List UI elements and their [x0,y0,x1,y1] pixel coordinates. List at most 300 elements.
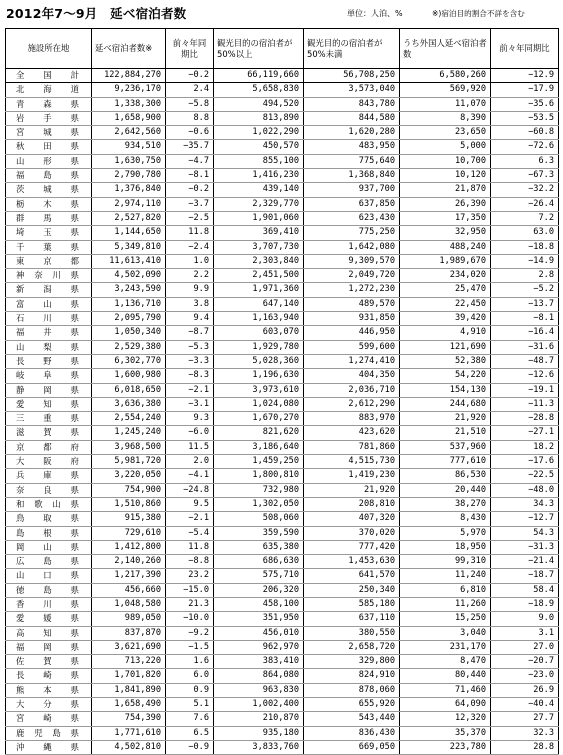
change-total-cell: −5.3 [166,340,214,354]
foreign-stays-cell: 6,810 [400,583,491,597]
header-change-total: 前々年同期比 [166,29,214,69]
table-row [6,197,559,211]
prefecture-cell: 全 国 計 [6,69,92,83]
change-total-cell: −1.5 [166,640,214,654]
tourism-over-50-cell: 359,590 [214,526,304,540]
foreign-stays-cell: 22,450 [400,297,491,311]
table-row [6,183,559,197]
tourism-under-50-cell: 543,440 [304,712,400,726]
foreign-stays-cell: 18,950 [400,540,491,554]
table-row [6,283,559,297]
foreign-stays-cell: 20,440 [400,483,491,497]
tourism-over-50-cell: 821,620 [214,426,304,440]
total-stays-cell: 2,095,790 [92,312,166,326]
tourism-over-50-cell: 732,980 [214,483,304,497]
change-foreign-cell: −40.4 [491,698,559,712]
change-total-cell: −2.1 [166,512,214,526]
foreign-stays-cell: 3,040 [400,626,491,640]
foreign-stays-cell: 5,000 [400,140,491,154]
tourism-over-50-cell: 1,800,810 [214,469,304,483]
change-foreign-cell: 63.0 [491,226,559,240]
total-stays-cell: 1,658,490 [92,698,166,712]
tourism-over-50-cell: 1,929,780 [214,340,304,354]
foreign-stays-cell: 8,390 [400,111,491,125]
table-body [6,69,559,755]
prefecture-cell: 香 川 県 [6,597,92,611]
total-stays-cell: 122,884,270 [92,69,166,83]
change-foreign-cell: −5.2 [491,283,559,297]
prefecture-cell: 富 山 県 [6,297,92,311]
foreign-stays-cell: 8,430 [400,512,491,526]
change-foreign-cell: −23.0 [491,669,559,683]
change-total-cell: −35.7 [166,140,214,154]
header-total-stays: 延べ宿泊者数※ [92,29,166,69]
change-total-cell: −8.1 [166,169,214,183]
tourism-under-50-cell: 1,368,840 [304,169,400,183]
tourism-under-50-cell: 370,020 [304,526,400,540]
change-foreign-cell: −53.5 [491,111,559,125]
prefecture-cell: 山 梨 県 [6,340,92,354]
change-foreign-cell: −19.1 [491,383,559,397]
tourism-over-50-cell: 1,416,230 [214,169,304,183]
tourism-under-50-cell: 3,573,040 [304,83,400,97]
tourism-over-50-cell: 3,186,640 [214,440,304,454]
change-total-cell: 1.0 [166,254,214,268]
tourism-under-50-cell: 407,320 [304,512,400,526]
change-total-cell: 8.8 [166,111,214,125]
change-foreign-cell: 28.8 [491,740,559,754]
total-stays-cell: 2,527,820 [92,211,166,225]
prefecture-cell: 滋 賀 県 [6,426,92,440]
tourism-over-50-cell: 5,028,360 [214,354,304,368]
change-foreign-cell: 18.2 [491,440,559,454]
prefecture-cell: 神奈川県 [6,269,92,283]
tourism-over-50-cell: 575,710 [214,569,304,583]
change-foreign-cell: −8.1 [491,312,559,326]
foreign-stays-cell: 71,460 [400,683,491,697]
table-row [6,597,559,611]
foreign-stays-cell: 21,920 [400,412,491,426]
change-total-cell: −24.8 [166,483,214,497]
tourism-over-50-cell: 1,022,290 [214,126,304,140]
total-stays-cell: 456,660 [92,583,166,597]
change-total-cell: −5.8 [166,97,214,111]
tourism-under-50-cell: 208,810 [304,497,400,511]
change-foreign-cell: −17.6 [491,455,559,469]
prefecture-cell: 埼 玉 県 [6,226,92,240]
change-total-cell: −2.4 [166,240,214,254]
change-foreign-cell: −14.9 [491,254,559,268]
total-stays-cell: 3,621,690 [92,640,166,654]
table-row [6,412,559,426]
table-row [6,354,559,368]
tourism-under-50-cell: 2,612,290 [304,397,400,411]
change-foreign-cell: 34.3 [491,497,559,511]
table-row [6,240,559,254]
change-total-cell: −0.6 [166,126,214,140]
tourism-over-50-cell: 1,459,250 [214,455,304,469]
table-row [6,683,559,697]
tourism-under-50-cell: 641,570 [304,569,400,583]
table-row [6,555,559,569]
change-total-cell: −0.2 [166,183,214,197]
change-total-cell: −6.0 [166,426,214,440]
total-stays-cell: 837,870 [92,626,166,640]
tourism-under-50-cell: 2,658,720 [304,640,400,654]
change-foreign-cell: −12.7 [491,512,559,526]
foreign-stays-cell: 537,960 [400,440,491,454]
tourism-over-50-cell: 635,380 [214,540,304,554]
total-stays-cell: 2,529,380 [92,340,166,354]
table-row [6,469,559,483]
table-row [6,440,559,454]
tourism-under-50-cell: 329,800 [304,655,400,669]
table-row [6,269,559,283]
prefecture-cell: 岐 阜 県 [6,369,92,383]
total-stays-cell: 915,380 [92,512,166,526]
change-total-cell: 9.4 [166,312,214,326]
unit-label: 単位：人泊、% [347,9,403,18]
change-foreign-cell: 7.2 [491,211,559,225]
tourism-under-50-cell: 669,050 [304,740,400,754]
table-row [6,340,559,354]
tourism-over-50-cell: 494,520 [214,97,304,111]
tourism-under-50-cell: 250,340 [304,583,400,597]
foreign-stays-cell: 38,270 [400,497,491,511]
total-stays-cell: 1,841,890 [92,683,166,697]
prefecture-cell: 佐 賀 県 [6,655,92,669]
total-stays-cell: 1,658,900 [92,111,166,125]
prefecture-cell: 鳥 取 県 [6,512,92,526]
header-tourism-over-50: 観光目的の宿泊者が50%以上 [214,29,304,69]
prefecture-cell: 山 口 県 [6,569,92,583]
foreign-stays-cell: 488,240 [400,240,491,254]
tourism-over-50-cell: 813,890 [214,111,304,125]
tourism-under-50-cell: 4,515,730 [304,455,400,469]
change-foreign-cell: −12.6 [491,369,559,383]
tourism-over-50-cell: 1,196,630 [214,369,304,383]
tourism-over-50-cell: 5,658,830 [214,83,304,97]
prefecture-cell: 広 島 県 [6,555,92,569]
foreign-stays-cell: 15,250 [400,612,491,626]
tourism-over-50-cell: 1,670,270 [214,412,304,426]
tourism-over-50-cell: 351,950 [214,612,304,626]
table-row [6,583,559,597]
change-total-cell: 1.6 [166,655,214,669]
tourism-under-50-cell: 843,780 [304,97,400,111]
foreign-stays-cell: 32,950 [400,226,491,240]
prefecture-cell: 長 野 県 [6,354,92,368]
total-stays-cell: 1,048,580 [92,597,166,611]
change-total-cell: 6.0 [166,669,214,683]
table-row [6,726,559,740]
tourism-under-50-cell: 844,580 [304,111,400,125]
foreign-stays-cell: 17,350 [400,211,491,225]
total-stays-cell: 4,502,090 [92,269,166,283]
foreign-stays-cell: 234,020 [400,269,491,283]
change-total-cell: −8.7 [166,326,214,340]
total-stays-cell: 2,790,780 [92,169,166,183]
prefecture-cell: 京 都 府 [6,440,92,454]
tourism-under-50-cell: 599,600 [304,340,400,354]
tourism-under-50-cell: 9,309,570 [304,254,400,268]
prefecture-cell: 栃 木 県 [6,197,92,211]
table-row [6,512,559,526]
total-stays-cell: 3,968,500 [92,440,166,454]
table-row [6,712,559,726]
foreign-stays-cell: 1,989,670 [400,254,491,268]
tourism-over-50-cell: 963,830 [214,683,304,697]
change-foreign-cell: −17.9 [491,83,559,97]
tourism-under-50-cell: 878,060 [304,683,400,697]
foreign-stays-cell: 11,260 [400,597,491,611]
tourism-under-50-cell: 937,700 [304,183,400,197]
prefecture-cell: 大 阪 府 [6,455,92,469]
change-total-cell: −2.5 [166,211,214,225]
foreign-stays-cell: 10,700 [400,154,491,168]
prefecture-cell: 静 岡 県 [6,383,92,397]
total-stays-cell: 1,412,800 [92,540,166,554]
prefecture-cell: 島 根 県 [6,526,92,540]
table-row [6,426,559,440]
tourism-over-50-cell: 508,060 [214,512,304,526]
change-total-cell: 11.8 [166,540,214,554]
prefecture-cell: 石 川 県 [6,312,92,326]
total-stays-cell: 1,376,840 [92,183,166,197]
change-total-cell: −8.3 [166,369,214,383]
tourism-over-50-cell: 855,100 [214,154,304,168]
tourism-under-50-cell: 21,920 [304,483,400,497]
change-total-cell: −4.7 [166,154,214,168]
change-total-cell: 21.3 [166,597,214,611]
change-foreign-cell: 54.3 [491,526,559,540]
foreign-stays-cell: 569,920 [400,83,491,97]
foreign-stays-cell: 154,130 [400,383,491,397]
change-total-cell: 3.8 [166,297,214,311]
footnote-label: ※)宿泊目的割合不詳を含む [432,9,525,18]
prefecture-cell: 高 知 県 [6,626,92,640]
change-foreign-cell: −27.1 [491,426,559,440]
change-foreign-cell: 3.1 [491,626,559,640]
total-stays-cell: 6,302,770 [92,354,166,368]
prefecture-cell: 徳 島 県 [6,583,92,597]
total-stays-cell: 3,243,590 [92,283,166,297]
change-foreign-cell: 27.7 [491,712,559,726]
change-total-cell: −4.1 [166,469,214,483]
change-foreign-cell: −31.3 [491,540,559,554]
tourism-under-50-cell: 56,708,250 [304,69,400,83]
table-row [6,526,559,540]
table-row [6,297,559,311]
total-stays-cell: 934,510 [92,140,166,154]
tourism-under-50-cell: 637,850 [304,197,400,211]
prefecture-cell: 沖 縄 県 [6,740,92,754]
change-total-cell: 2.4 [166,83,214,97]
table-row [6,455,559,469]
change-foreign-cell: −26.4 [491,197,559,211]
total-stays-cell: 754,900 [92,483,166,497]
tourism-under-50-cell: 1,272,230 [304,283,400,297]
lodging-table [5,28,559,755]
tourism-over-50-cell: 647,140 [214,297,304,311]
table-row [6,326,559,340]
change-total-cell: 0.9 [166,683,214,697]
change-foreign-cell: −18.9 [491,597,559,611]
total-stays-cell: 5,349,810 [92,240,166,254]
change-foreign-cell: 6.3 [491,154,559,168]
tourism-over-50-cell: 210,870 [214,712,304,726]
total-stays-cell: 11,613,410 [92,254,166,268]
foreign-stays-cell: 21,870 [400,183,491,197]
foreign-stays-cell: 6,580,260 [400,69,491,83]
change-total-cell: 2.2 [166,269,214,283]
prefecture-cell: 茨 城 県 [6,183,92,197]
table-row [6,640,559,654]
tourism-over-50-cell: 2,329,770 [214,197,304,211]
foreign-stays-cell: 777,610 [400,455,491,469]
prefecture-cell: 熊 本 県 [6,683,92,697]
total-stays-cell: 1,050,340 [92,326,166,340]
prefecture-cell: 福 井 県 [6,326,92,340]
tourism-under-50-cell: 777,420 [304,540,400,554]
foreign-stays-cell: 52,380 [400,354,491,368]
total-stays-cell: 9,236,170 [92,83,166,97]
table-row [6,483,559,497]
tourism-under-50-cell: 1,620,280 [304,126,400,140]
total-stays-cell: 5,981,720 [92,455,166,469]
change-total-cell: 11.5 [166,440,214,454]
header-foreign-stays: うち外国人延べ宿泊者数 [400,29,491,69]
header-prefecture: 施設所在地 [6,29,92,69]
prefecture-cell: 和歌山県 [6,497,92,511]
foreign-stays-cell: 244,680 [400,397,491,411]
foreign-stays-cell: 11,240 [400,569,491,583]
tourism-over-50-cell: 1,302,050 [214,497,304,511]
change-total-cell: −2.1 [166,383,214,397]
table-row [6,254,559,268]
change-foreign-cell: −72.6 [491,140,559,154]
foreign-stays-cell: 11,070 [400,97,491,111]
tourism-over-50-cell: 962,970 [214,640,304,654]
foreign-stays-cell: 26,390 [400,197,491,211]
table-row [6,312,559,326]
prefecture-cell: 宮 崎 県 [6,712,92,726]
change-total-cell: −5.4 [166,526,214,540]
tourism-under-50-cell: 623,430 [304,211,400,225]
change-total-cell: −8.8 [166,555,214,569]
prefecture-cell: 山 形 県 [6,154,92,168]
tourism-under-50-cell: 585,180 [304,597,400,611]
table-row [6,397,559,411]
table-row [6,111,559,125]
tourism-over-50-cell: 439,140 [214,183,304,197]
change-total-cell: 7.6 [166,712,214,726]
tourism-under-50-cell: 655,920 [304,698,400,712]
table-row [6,655,559,669]
table-row [6,226,559,240]
tourism-over-50-cell: 450,570 [214,140,304,154]
prefecture-cell: 東 京 都 [6,254,92,268]
total-stays-cell: 754,390 [92,712,166,726]
change-foreign-cell: −11.3 [491,397,559,411]
total-stays-cell: 1,245,240 [92,426,166,440]
change-foreign-cell: 9.0 [491,612,559,626]
tourism-over-50-cell: 3,833,760 [214,740,304,754]
change-foreign-cell: 32.3 [491,726,559,740]
change-foreign-cell: −12.9 [491,69,559,83]
prefecture-cell: 兵 庫 県 [6,469,92,483]
table-row [6,126,559,140]
table-row [6,540,559,554]
foreign-stays-cell: 25,470 [400,283,491,297]
foreign-stays-cell: 80,440 [400,669,491,683]
foreign-stays-cell: 223,780 [400,740,491,754]
tourism-under-50-cell: 489,570 [304,297,400,311]
change-total-cell: −0.9 [166,740,214,754]
table-row [6,383,559,397]
tourism-over-50-cell: 1,163,940 [214,312,304,326]
change-total-cell: 9.3 [166,412,214,426]
tourism-under-50-cell: 1,453,630 [304,555,400,569]
total-stays-cell: 2,974,110 [92,197,166,211]
table-row [6,669,559,683]
change-foreign-cell: 27.0 [491,640,559,654]
total-stays-cell: 2,554,240 [92,412,166,426]
table-row [6,569,559,583]
tourism-over-50-cell: 1,971,360 [214,283,304,297]
prefecture-cell: 奈 良 県 [6,483,92,497]
tourism-over-50-cell: 1,002,400 [214,698,304,712]
change-foreign-cell: −18.8 [491,240,559,254]
tourism-under-50-cell: 1,274,410 [304,354,400,368]
tourism-under-50-cell: 2,049,720 [304,269,400,283]
prefecture-cell: 宮 城 県 [6,126,92,140]
change-foreign-cell: −32.2 [491,183,559,197]
tourism-under-50-cell: 404,350 [304,369,400,383]
table-row [6,626,559,640]
foreign-stays-cell: 99,310 [400,555,491,569]
change-total-cell: −3.1 [166,397,214,411]
tourism-under-50-cell: 931,850 [304,312,400,326]
tourism-over-50-cell: 369,410 [214,226,304,240]
tourism-under-50-cell: 637,110 [304,612,400,626]
total-stays-cell: 2,140,260 [92,555,166,569]
foreign-stays-cell: 4,910 [400,326,491,340]
foreign-stays-cell: 35,370 [400,726,491,740]
foreign-stays-cell: 121,690 [400,340,491,354]
header-change-foreign: 前々年同期比 [491,29,559,69]
change-total-cell: −0.2 [166,69,214,83]
foreign-stays-cell: 12,320 [400,712,491,726]
header-row [6,29,559,69]
foreign-stays-cell: 5,970 [400,526,491,540]
table-row [6,97,559,111]
change-foreign-cell: −60.8 [491,126,559,140]
total-stays-cell: 1,338,300 [92,97,166,111]
prefecture-cell: 新 潟 県 [6,283,92,297]
tourism-under-50-cell: 775,250 [304,226,400,240]
change-foreign-cell: 2.8 [491,269,559,283]
total-stays-cell: 2,642,560 [92,126,166,140]
page-title: 2012年7～9月 延べ宿泊者数 [6,6,187,21]
prefecture-cell: 福 島 県 [6,169,92,183]
tourism-under-50-cell: 446,950 [304,326,400,340]
prefecture-cell: 愛 知 県 [6,397,92,411]
tourism-under-50-cell: 1,419,230 [304,469,400,483]
table-row [6,140,559,154]
tourism-under-50-cell: 883,970 [304,412,400,426]
total-stays-cell: 1,144,650 [92,226,166,240]
